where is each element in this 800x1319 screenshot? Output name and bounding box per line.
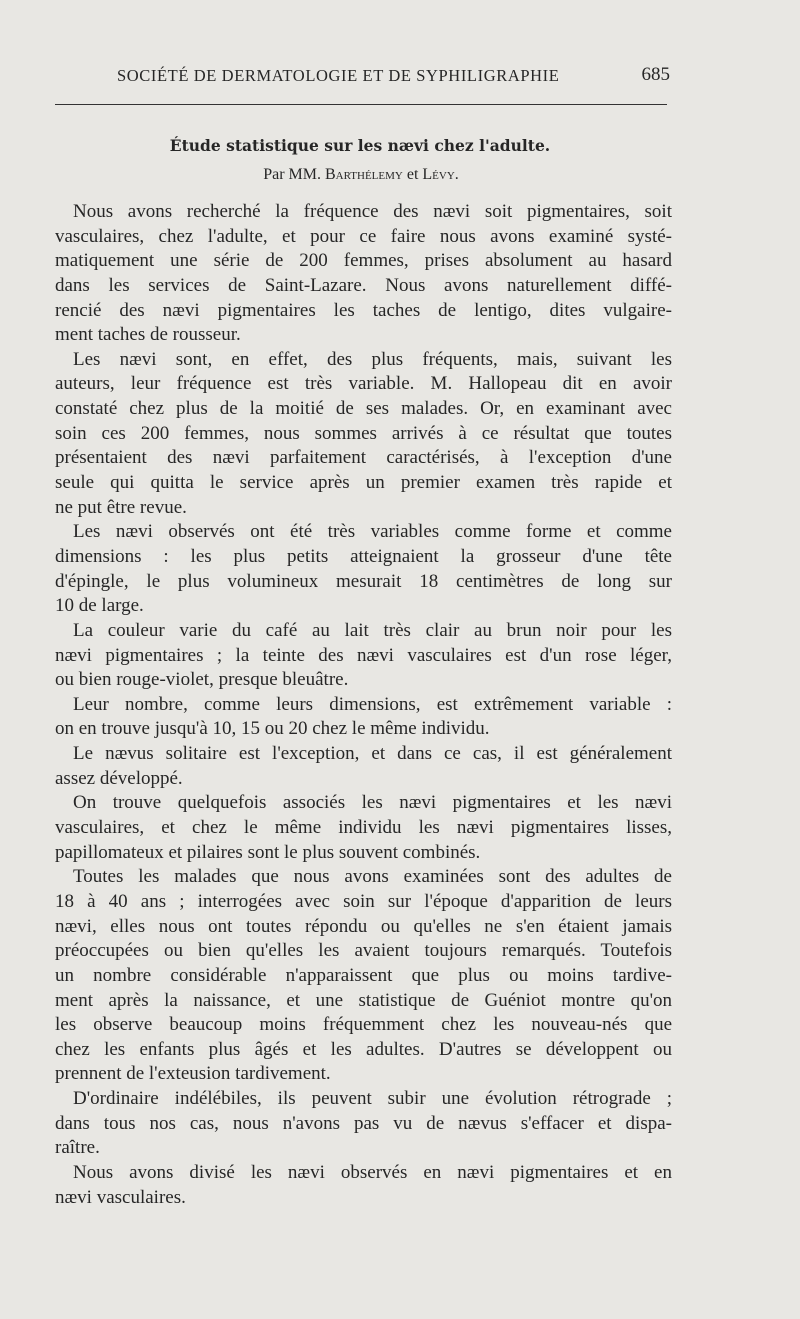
text-line: préoccupées ou bien qu'elles les avaient toujours remarqués. Toutefois xyxy=(55,940,672,962)
text-line: nævi vasculaires. xyxy=(55,1186,186,1208)
text-line: dimensions : les plus petits atteignaient la grosseur d'une tête xyxy=(55,545,672,567)
byline-conjunction: et xyxy=(406,166,419,183)
paragraph xyxy=(55,200,672,348)
text-line: papillomateux et pilaires sont le plus souvent combinés. xyxy=(55,841,481,863)
text-line: chez les enfants plus âgés et les adultes. D'autres se développent ou xyxy=(55,1038,672,1060)
text-line: constaté chez plus de la moitié de ses malades. Or, en examinant avec xyxy=(55,398,672,420)
text-line: Le nævus solitaire est l'exception, et dans ce cas, il est généralement xyxy=(73,743,672,765)
paragraph xyxy=(55,791,672,865)
text-line: dans les services de Saint-Lazare. Nous avons naturellement diffé- xyxy=(55,274,672,296)
text-line: 18 à 40 ans ; interrogées avec soin sur l'époque d'apparition de leurs xyxy=(55,890,672,912)
paragraph xyxy=(55,865,672,1087)
article-byline xyxy=(0,166,722,184)
text-line: La couleur varie du café au lait très clair au brun noir pour les xyxy=(73,619,672,641)
text-line: d'épingle, le plus volumineux mesurait 18 centimètres de long sur xyxy=(55,570,672,592)
text-line: raître. xyxy=(55,1137,100,1159)
text-line: présentaient des nævi parfaitement caractérisés, à l'exception d'une xyxy=(55,447,672,469)
text-line: ne put être revue. xyxy=(55,496,187,518)
text-line: nævi, elles nous ont toutes répondu ou qu'elles ne s'en étaient jamais xyxy=(55,915,672,937)
text-line: Toutes les malades que nous avons examinées sont des adultes de xyxy=(73,866,672,888)
text-line: Nous avons recherché la fréquence des nævi soit pigmentaires, soit xyxy=(73,201,672,222)
running-title: SOCIÉTÉ DE DERMATOLOGIE ET DE SYPHILIGRAPHIE xyxy=(117,66,560,85)
text-line: ment taches de rousseur. xyxy=(55,324,241,346)
paragraph xyxy=(55,520,672,619)
text-line: auteurs, leur fréquence est très variable. M. Hallopeau dit en avoir xyxy=(55,373,672,395)
text-line: ou bien rouge-violet, presque bleuâtre. xyxy=(55,669,349,691)
paragraph xyxy=(55,1161,672,1210)
text-line: Leur nombre, comme leurs dimensions, est extrêmement variable : xyxy=(73,693,672,715)
text-line: Nous avons divisé les nævi observés en nævi pigmentaires et en xyxy=(73,1161,672,1183)
header-rule xyxy=(55,104,667,105)
text-line: seule qui quitta le service après un premier examen très rapide et xyxy=(55,472,672,494)
text-line: un nombre considérable n'apparaissent que plus ou moins tardive- xyxy=(55,964,672,986)
paragraph xyxy=(55,1087,672,1161)
text-line: matiquement une série de 200 femmes, prises absolument au hasard xyxy=(55,250,672,272)
text-line: dans tous nos cas, nous n'avons pas vu de nævus s'effacer et dispa- xyxy=(55,1112,672,1134)
paragraph xyxy=(55,348,672,520)
paragraph xyxy=(55,742,672,791)
paragraph xyxy=(55,619,672,693)
text-line: vasculaires, chez l'adulte, et pour ce faire nous avons examiné systé- xyxy=(55,225,672,247)
text-line: ment après la naissance, et une statistique de Guéniot montre qu'on xyxy=(55,989,672,1011)
text-line: les observe beaucoup moins fréquemment chez les nouveau-nés que xyxy=(55,1014,672,1036)
author-name: Lévy. xyxy=(422,166,459,183)
running-header xyxy=(117,66,670,94)
page-number: 685 xyxy=(641,64,670,85)
text-line: nævi pigmentaires ; la teinte des nævi vasculaires est d'un rose léger, xyxy=(55,644,672,666)
text-line: soin ces 200 femmes, nous sommes arrivés à ce résultat que toutes xyxy=(55,422,672,444)
text-line: 10 de large. xyxy=(55,595,144,617)
paragraph xyxy=(55,693,672,742)
text-line: Les nævi sont, en effet, des plus fréquents, mais, suivant les xyxy=(73,348,672,370)
article-body xyxy=(55,200,672,1210)
text-line: assez développé. xyxy=(55,767,183,789)
author-name: Barthélemy xyxy=(325,166,403,183)
text-line: rencié des nævi pigmentaires les taches de lentigo, dites vulgaire- xyxy=(55,299,672,321)
text-line: On trouve quelquefois associés les nævi pigmentaires et les nævi xyxy=(73,792,672,814)
text-line: on en trouve jusqu'à 10, 15 ou 20 chez le même individu. xyxy=(55,718,490,740)
text-line: Les nævi observés ont été très variables comme forme et comme xyxy=(73,521,672,543)
text-line: D'ordinaire indélébiles, ils peuvent subir une évolution rétrograde ; xyxy=(73,1088,672,1110)
text-line: prennent de l'exteusion tardivement. xyxy=(55,1063,331,1085)
text-line: vasculaires, et chez le même individu les nævi pigmentaires lisses, xyxy=(55,817,672,839)
byline-prefix: Par MM. xyxy=(263,166,321,183)
article-title: Étude statistique sur les nævi chez l'adulte. xyxy=(169,136,551,155)
